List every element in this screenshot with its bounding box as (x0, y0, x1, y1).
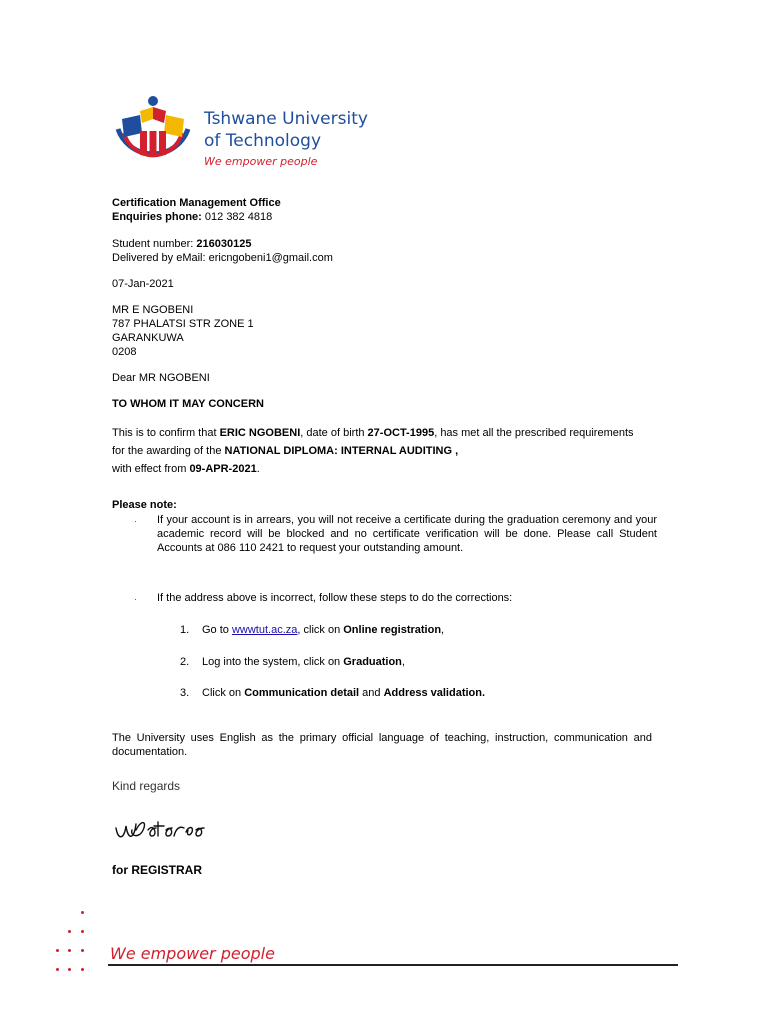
address-validation-label: Address validation. (383, 687, 486, 699)
note-item-arrears: If your account is in arrears, you will not receive a certificate during the graduation ceremony and your academic record will be blocked and no certificate verification will be done. Please call Student Accounts at 086 110 2421 to request your outstanding amount. (157, 514, 657, 554)
confirm-text: This is to confirm that (112, 427, 220, 439)
enquiries-phone: 012 382 4818 (204, 211, 273, 223)
step-text-part: , (401, 656, 405, 668)
address-line: 0208 (112, 346, 137, 358)
step-item (180, 623, 189, 637)
step-text-part: Click on (202, 687, 245, 699)
confirm-text: , has met all the prescribed requirements (434, 427, 634, 439)
graduation-label: Graduation (343, 656, 402, 668)
footer-divider (108, 964, 678, 966)
step-text (202, 623, 444, 637)
date-of-birth: 27-OCT-1995 (367, 427, 435, 439)
confirm-text: with effect from (112, 463, 190, 475)
address-line: GARANKUWA (112, 332, 184, 344)
language-policy: The University uses English as the primary official language of teaching, instruction, communication and documentation. (112, 732, 652, 758)
tut-website-link[interactable]: wwwtut.ac.za (231, 624, 298, 636)
logo-tagline: We empower people (204, 155, 318, 168)
step-item (180, 655, 189, 669)
step-text-part: , click on (297, 624, 344, 636)
enquiries-line (112, 210, 272, 224)
bullet-icon: · (134, 594, 137, 604)
step-number: 2. (180, 656, 190, 668)
sign-for-registrar: for REGISTRAR (112, 863, 202, 877)
enquiries-label: Enquiries phone: (112, 211, 202, 223)
step-text-part: , (441, 624, 445, 636)
closing: Kind regards (112, 779, 181, 793)
letter-date: 07-Jan-2021 (112, 278, 174, 290)
confirm-text: . (256, 463, 260, 475)
confirm-line-3 (112, 462, 260, 476)
logo-name-line1: Tshwane University (204, 109, 368, 129)
step-text-part: Go to (202, 624, 232, 636)
logo-name-line2: of Technology (204, 131, 322, 151)
step-text (202, 686, 485, 700)
step-text-part: and (359, 687, 384, 699)
university-emblem-icon (110, 93, 196, 177)
office-name: Certification Management Office (112, 197, 281, 209)
student-number-label: Student number: (112, 238, 194, 250)
signature-icon (112, 814, 212, 846)
step-number: 3. (180, 687, 190, 699)
confirm-line-1 (112, 426, 634, 440)
student-full-name: ERIC NGOBENI (219, 427, 301, 439)
university-logo (110, 93, 370, 177)
communication-detail-label: Communication detail (244, 687, 360, 699)
delivery-line: Delivered by eMail: ericngobeni1@gmail.com (112, 252, 333, 264)
step-text-part: Log into the system, click on (202, 656, 344, 668)
online-registration-label: Online registration (343, 624, 442, 636)
confirm-line-2 (112, 444, 458, 458)
step-number: 1. (180, 624, 190, 636)
confirm-text: , date of birth (300, 427, 368, 439)
effective-date: 09-APR-2021 (189, 463, 257, 475)
student-number: 216030125 (196, 238, 252, 250)
note-item-address: If the address above is incorrect, follow these steps to do the corrections: (157, 592, 513, 604)
salutation: Dear MR NGOBENI (112, 372, 210, 384)
student-number-line (112, 237, 251, 251)
confirm-text: for the awarding of the (112, 445, 225, 457)
bullet-icon: · (134, 516, 137, 526)
note-title: Please note: (112, 499, 177, 511)
address-line: MR E NGOBENI (112, 304, 194, 316)
footer-tagline: We empower people (110, 944, 275, 963)
address-line: 787 PHALATSI STR ZONE 1 (112, 318, 254, 330)
qualification: NATIONAL DIPLOMA: INTERNAL AUDITING , (224, 445, 459, 457)
step-text (202, 655, 405, 669)
step-item (180, 686, 189, 700)
letter-heading: TO WHOM IT MAY CONCERN (112, 398, 264, 410)
